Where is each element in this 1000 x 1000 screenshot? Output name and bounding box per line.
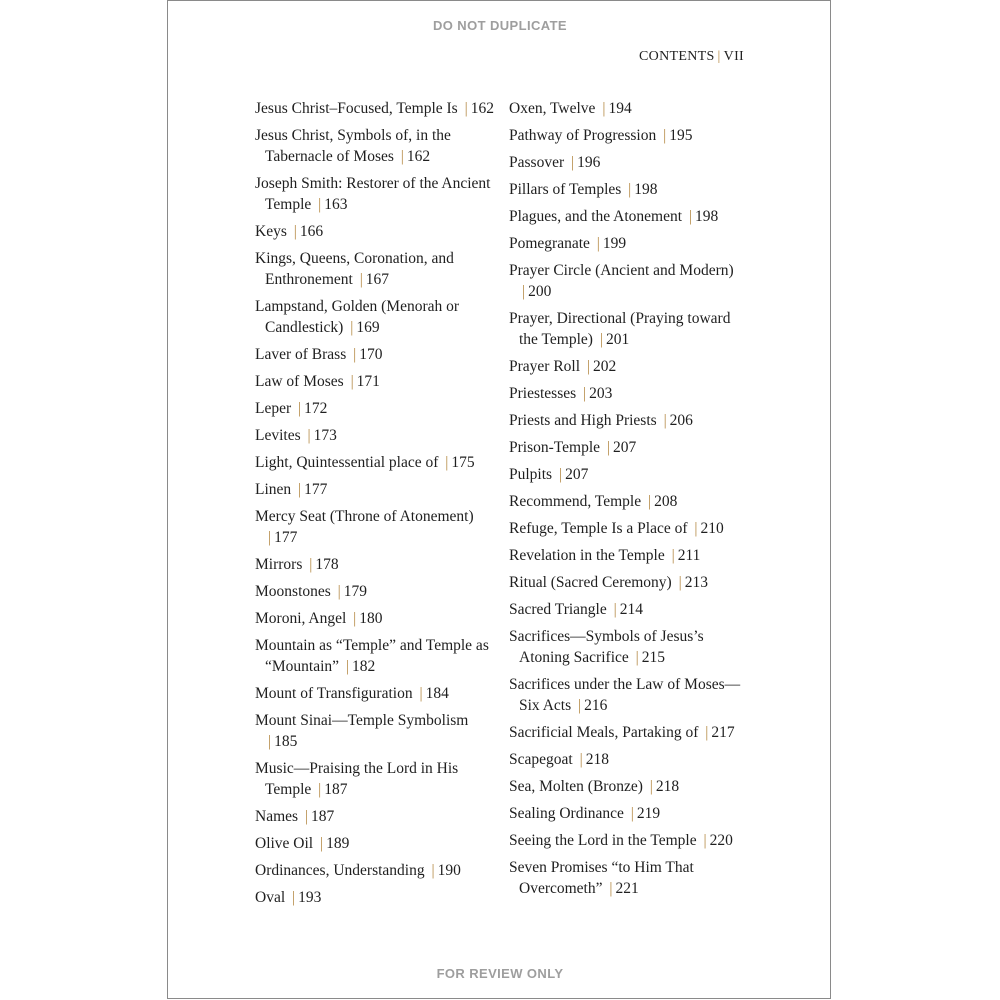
entry-separator: |	[522, 283, 526, 300]
contents-entry	[509, 857, 741, 899]
entry-page-number: 214	[619, 601, 643, 618]
entry-separator: |	[464, 100, 468, 117]
entry-separator: |	[345, 658, 350, 675]
book-page	[167, 0, 831, 999]
watermark-bottom: FOR REVIEW ONLY	[436, 966, 564, 981]
entry-separator: |	[599, 331, 603, 348]
entry-separator: |	[596, 235, 600, 252]
entry-title: Light, Quintessential place of	[255, 454, 439, 471]
entry-page-number: 207	[565, 466, 589, 483]
contents-entry	[509, 722, 741, 743]
contents-entry	[509, 830, 741, 851]
entry-separator: |	[649, 778, 653, 795]
entry-page-number: 182	[352, 658, 376, 675]
entry-title: Refuge, Temple Is a Place of	[509, 520, 688, 537]
entry-title: Linen	[255, 481, 292, 498]
entry-title: Mercy Seat (Throne of Atonement)	[255, 508, 474, 525]
entry-separator: |	[705, 724, 709, 741]
contents-entry	[509, 233, 741, 254]
entry-page-number: 219	[636, 805, 661, 822]
contents-entry	[509, 776, 741, 797]
entry-separator: |	[688, 208, 693, 225]
entry-separator: |	[558, 466, 563, 483]
entry-page-number: 162	[470, 100, 494, 117]
entry-separator: |	[570, 154, 575, 171]
contents-entry	[509, 179, 741, 200]
contents-entry	[509, 437, 741, 458]
entry-separator: |	[613, 601, 617, 618]
entry-title: Mount of Transfiguration	[255, 685, 413, 702]
watermark-top: DO NOT DUPLICATE	[433, 18, 567, 33]
entry-title: Pillars of Temples	[509, 181, 622, 198]
entry-separator: |	[309, 556, 313, 573]
entry-page-number: 171	[356, 373, 380, 390]
entry-title: Priests and High Priests	[509, 412, 657, 429]
entry-separator: |	[635, 649, 639, 666]
contents-entry	[255, 608, 495, 629]
entry-separator: |	[320, 835, 324, 852]
contents-entry	[509, 518, 741, 539]
entry-page-number: 184	[425, 685, 449, 702]
entry-title: Passover	[509, 154, 565, 171]
entry-separator: |	[318, 196, 322, 213]
entry-separator: |	[663, 412, 667, 429]
entry-separator: |	[292, 889, 296, 906]
entry-page-number: 162	[406, 148, 431, 165]
entry-separator: |	[577, 697, 582, 714]
entry-title: Sacrifices under the Law of Moses—Six Acts	[509, 676, 741, 714]
entry-title: Prison-Temple	[509, 439, 601, 456]
contents-entry	[255, 635, 495, 677]
entry-separator: |	[293, 223, 297, 240]
entry-title: Olive Oil	[255, 835, 314, 852]
entry-separator: |	[694, 520, 698, 537]
entry-page-number: 180	[359, 610, 383, 627]
entry-separator: |	[419, 685, 423, 702]
entry-title: Sea, Molten (Bronze)	[509, 778, 643, 795]
entry-title: Mount Sinai—Temple Symbolism	[255, 712, 469, 729]
contents-entry	[509, 383, 741, 404]
contents-entry	[255, 554, 495, 575]
entry-separator: |	[609, 880, 613, 897]
contents-column-right	[509, 98, 741, 905]
entry-page-number: 206	[669, 412, 693, 429]
entry-separator: |	[586, 358, 591, 375]
entry-page-number: 193	[298, 889, 322, 906]
entry-separator: |	[304, 808, 309, 825]
contents-entry	[255, 506, 495, 548]
header-page-number: VII	[723, 49, 744, 64]
entry-title: Recommend, Temple	[509, 493, 642, 510]
entry-separator: |	[678, 574, 682, 591]
entry-title: Sacrificial Meals, Partaking of	[509, 724, 699, 741]
entry-page-number: 195	[669, 127, 693, 144]
entry-title: Prayer Roll	[509, 358, 581, 375]
entry-separator: |	[353, 610, 357, 627]
entry-page-number: 213	[684, 574, 708, 591]
entry-page-number: 163	[324, 196, 348, 213]
entry-title: Mirrors	[255, 556, 303, 573]
contents-entry	[255, 248, 495, 290]
entry-page-number: 178	[315, 556, 339, 573]
entry-page-number: 166	[299, 223, 324, 240]
entry-page-number: 196	[577, 154, 601, 171]
entry-title: Moroni, Angel	[255, 610, 347, 627]
entry-title: Pathway of Progression	[509, 127, 657, 144]
contents-entry	[255, 581, 495, 602]
entry-separator: |	[350, 319, 354, 336]
entry-page-number: 215	[641, 649, 665, 666]
entry-page-number: 201	[605, 331, 630, 348]
contents-entry	[255, 452, 495, 473]
entry-page-number: 203	[589, 385, 613, 402]
contents-entry	[255, 887, 495, 908]
contents-entry	[509, 356, 741, 377]
entry-page-number: 202	[593, 358, 617, 375]
entry-separator: |	[602, 100, 606, 117]
header-title: CONTENTS	[639, 49, 715, 64]
entry-separator: |	[630, 805, 634, 822]
contents-entry	[255, 296, 495, 338]
entry-title: Seeing the Lord in the Temple	[509, 832, 697, 849]
entry-separator: |	[647, 493, 652, 510]
entry-title: Mountain as “Temple” and Temple as “Mountain”	[255, 637, 489, 675]
contents-entry	[509, 410, 741, 431]
contents-entry	[509, 545, 741, 566]
entry-page-number: 210	[700, 520, 724, 537]
entry-page-number: 187	[324, 781, 348, 798]
entry-page-number: 170	[359, 346, 383, 363]
entry-page-number: 172	[304, 400, 328, 417]
contents-entry	[255, 125, 495, 167]
entry-title: Ritual (Sacred Ceremony)	[509, 574, 672, 591]
entry-title: Prayer Circle (Ancient and Modern)	[509, 262, 734, 279]
entry-separator: |	[400, 148, 404, 165]
entry-title: Moonstones	[255, 583, 331, 600]
entry-page-number: 179	[343, 583, 368, 600]
contents-entry	[255, 398, 495, 419]
contents-entry	[509, 572, 741, 593]
contents-entry	[255, 173, 495, 215]
entry-page-number: 177	[274, 529, 298, 546]
contents-entry	[255, 371, 495, 392]
entry-title: Music—Praising the Lord in His Temple	[255, 760, 459, 798]
entry-separator: |	[318, 781, 322, 798]
contents-entry	[255, 833, 495, 854]
entry-title: Law of Moses	[255, 373, 344, 390]
contents-entry	[255, 344, 495, 365]
entry-page-number: 198	[634, 181, 658, 198]
entry-separator: |	[579, 751, 583, 768]
entry-title: Kings, Queens, Coronation, and Enthronement	[255, 250, 454, 288]
entry-separator: |	[353, 346, 357, 363]
contents-entry	[509, 98, 741, 119]
contents-entry	[509, 125, 741, 146]
entry-separator: |	[337, 583, 341, 600]
entry-separator: |	[703, 832, 707, 849]
entry-page-number: 194	[608, 100, 632, 117]
entry-page-number: 217	[711, 724, 735, 741]
entry-separator: |	[431, 862, 435, 879]
entry-page-number: 207	[613, 439, 637, 456]
contents-entry	[509, 152, 741, 173]
contents-entry	[509, 749, 741, 770]
entry-page-number: 167	[365, 271, 390, 288]
contents-entry	[509, 260, 741, 302]
entry-title: Levites	[255, 427, 301, 444]
entry-title: Jesus Christ, Symbols of, in the Tabernacle of Moses	[255, 127, 451, 165]
entry-title: Oval	[255, 889, 286, 906]
contents-entry	[509, 464, 741, 485]
contents-entry	[255, 683, 495, 704]
contents-column-left	[255, 98, 495, 914]
entry-page-number: 199	[602, 235, 627, 252]
entry-title: Seven Promises “to Him That Overcometh”	[509, 859, 694, 897]
entry-page-number: 211	[677, 547, 701, 564]
entry-separator: |	[350, 373, 354, 390]
entry-page-number: 169	[356, 319, 380, 336]
entry-page-number: 185	[274, 733, 298, 750]
entry-page-number: 218	[585, 751, 609, 768]
entry-title: Pomegranate	[509, 235, 590, 252]
contents-entry	[509, 599, 741, 620]
entry-page-number: 189	[326, 835, 350, 852]
entry-title: Prayer, Directional (Praying toward the Temple)	[509, 310, 731, 348]
entry-page-number: 218	[655, 778, 680, 795]
entry-page-number: 173	[313, 427, 337, 444]
entry-title: Scapegoat	[509, 751, 573, 768]
entry-title: Sacred Triangle	[509, 601, 607, 618]
entry-page-number: 200	[528, 283, 552, 300]
entry-page-number: 175	[451, 454, 475, 471]
contents-entry	[509, 308, 741, 350]
entry-separator: |	[663, 127, 667, 144]
contents-entry	[255, 479, 495, 500]
entry-separator: |	[606, 439, 611, 456]
contents-entry	[509, 674, 741, 716]
contents-entry	[255, 758, 495, 800]
entry-title: Jesus Christ–Focused, Temple Is	[255, 100, 458, 117]
contents-entry	[255, 425, 495, 446]
entry-page-number: 216	[584, 697, 608, 714]
entry-page-number: 190	[437, 862, 461, 879]
running-header	[639, 49, 744, 65]
entry-title: Joseph Smith: Restorer of the Ancient Temple	[255, 175, 491, 213]
entry-page-number: 177	[304, 481, 328, 498]
entry-page-number: 198	[695, 208, 719, 225]
entry-title: Revelation in the Temple	[509, 547, 665, 564]
contents-entry	[509, 206, 741, 227]
entry-title: Sacrifices—Symbols of Jesus’s Atoning Sacrifice	[509, 628, 704, 666]
entry-separator: |	[298, 481, 302, 498]
entry-separator: |	[628, 181, 632, 198]
entry-title: Oxen, Twelve	[509, 100, 596, 117]
entry-separator: |	[268, 529, 272, 546]
entry-separator: |	[307, 427, 311, 444]
entry-separator: |	[298, 400, 302, 417]
entry-title: Laver of Brass	[255, 346, 347, 363]
entry-title: Ordinances, Understanding	[255, 862, 425, 879]
contents-entry	[255, 806, 495, 827]
entry-separator: |	[268, 733, 272, 750]
contents-entry	[509, 803, 741, 824]
entry-title: Pulpits	[509, 466, 553, 483]
entry-title: Names	[255, 808, 299, 825]
contents-entry	[509, 491, 741, 512]
entry-title: Leper	[255, 400, 292, 417]
entry-separator: |	[445, 454, 449, 471]
entry-separator: |	[671, 547, 675, 564]
contents-entry	[255, 98, 495, 119]
entry-title: Priestesses	[509, 385, 577, 402]
contents-entry	[255, 221, 495, 242]
entry-page-number: 208	[654, 493, 678, 510]
entry-title: Lampstand, Golden (Menorah or Candlestick)	[255, 298, 460, 336]
entry-page-number: 187	[311, 808, 335, 825]
entry-page-number: 220	[709, 832, 733, 849]
entry-page-number: 221	[615, 880, 639, 897]
contents-entry	[255, 710, 495, 752]
entry-title: Keys	[255, 223, 287, 240]
entry-separator: |	[583, 385, 587, 402]
entry-title: Sealing Ordinance	[509, 805, 624, 822]
entry-title: Plagues, and the Atonement	[509, 208, 683, 225]
header-separator: |	[717, 49, 721, 64]
contents-entry	[255, 860, 495, 881]
contents-entry	[509, 626, 741, 668]
entry-separator: |	[359, 271, 363, 288]
